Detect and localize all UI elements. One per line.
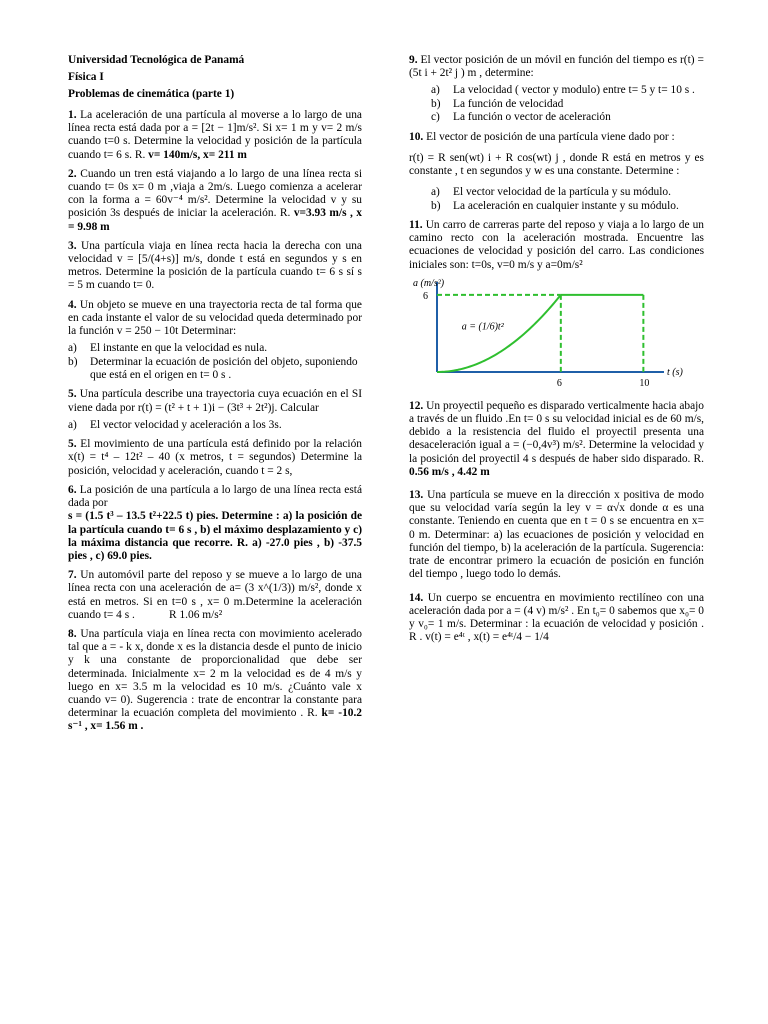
problem-5b: 5. El movimiento de una partícula está definido por la relación x(t) = t⁴ – 12t² – 40 (x metros, t = segundos) Determine la posición, velocidad y aceleración, cuando t = 2 s, — [68, 438, 362, 477]
x-tick-label: 10 — [639, 377, 650, 389]
list-item: c) La función o vector de aceleración — [431, 111, 611, 124]
curve-annotation: a = (1/6)t² — [461, 321, 504, 333]
problem-7: 7. Un automóvil parte del reposo y se mueve a lo largo de una línea recta con una aceleración de a= (3 x^(1/3)) m/s², donde x está en metros. Si en t=0 s , x= 0 m.Determine la aceleración cuando t= 4 s . R 1.06 m/s² — [68, 569, 362, 621]
problem-11: 11. Un carro de carreras parte del reposo y viaja a lo largo de un camino recto con la aceleración mostrada. Encuentre las ecuaciones de velocidad y posición del carro. Las condiciones iniciales son: t=0s, v=0 m/s y a=0m/s² — [409, 219, 704, 271]
x-tick-label: 6 — [556, 377, 562, 389]
y-tick-label: 6 — [423, 290, 428, 302]
problem-2: 2. Cuando un tren está viajando a lo largo de una línea recta si cuando t= 0s x= 0 m ,viaja a 2m/s. Luego comienza a acelerar con la forma a = 60v⁻⁴ m/s². Determine la velocidad v y su posición 3s después de iniciar la aceleración. R. v=3.93 m/s , x = 9.98 m — [68, 167, 362, 233]
list-item: a) La velocidad ( vector y modulo) entre t= 5 y t= 10 s . — [431, 84, 695, 97]
left-column — [68, 52, 362, 734]
problem-12: 12. Un proyectil pequeño es disparado verticalmente hacia abajo a través de un fluido .En t= 0 s su velocidad inicial es de 60 m/s, debido a la resistencia del fluido el proyectil presenta una desaceleración igual a = (−0,4v³) m/s². Determine la velocidad y la posición del proyectil 4 s después de haber sido disparado. R. 0.56 m/s , 4.42 m — [409, 399, 704, 478]
problem-8: 8. Una partícula viaja en línea recta con movimiento acelerado tal que a = - k x, donde x es la distancia desde el punto de inicio y k una constante de proporcionalidad que debe ser determinada. Inicialmente x= 2 m la velocidad es de 4 m/s y luego en x= 3.5 m la velocidad es 10 m/s. ¿Cuánto vale x cuando v= 0). Sugerencia : trate de encontrar la constante para determinar la ecuación completa del movimiento . R. k= -10.2 s⁻¹ , x= 1.56 m . — [68, 627, 362, 733]
acceleration-chart-svg — [409, 276, 683, 394]
list-item: b) Determinar la ecuación de posición del objeto, suponiendo que está en el origen en t= 0 s . — [68, 355, 358, 382]
problem-9-items — [409, 84, 704, 124]
problem-6-equation: s = (1.5 t³ – 13.5 t²+22.5 t) pies. Determine : a) la posición de la partícula cuando t= 6 s , b) el máximo desplazamiento y c) la máxima distancia que recorre. R. a) -27.0 pies , b) -37.5 pies , c) 69.0 pies. — [68, 510, 362, 562]
course-name: Física I — [68, 71, 104, 83]
problem-4-items — [68, 342, 362, 382]
problem-10: 10. El vector de posición de una partícula viene dado por : — [409, 130, 675, 143]
right-column — [409, 52, 704, 644]
problem-9: 9. El vector posición de un móvil en función del tiempo es r(t) = (5t i + 2t² j ) m , determine: — [409, 54, 704, 80]
problem-13: 13. Una partícula se mueve en la dirección x positiva de modo que su velocidad varía según la ley v = α√x donde α es una constante. Teniendo en cuenta que en t = 0 s se encuentra en x= 0 m. Determinar: a) las ecuaciones de posición y velocidad en función del tiempo, b) la aceleración de la partícula. Sugerencia: trate de encontrar primero la ecuación de posición en función del tiempo , luego todo lo demás. — [409, 489, 704, 581]
university-name: Universidad Tecnológica de Panamá — [68, 54, 245, 66]
y-axis-label: a (m/s²) — [413, 277, 445, 289]
list-item: a) El instante en que la velocidad es nula. — [68, 342, 268, 355]
list-item: b) La función de velocidad — [431, 97, 564, 110]
list-item: a) El vector velocidad de la partícula y su módulo. — [431, 186, 671, 199]
problem-10-equation: r(t) = R sen(wt) i + R cos(wt) j , donde R está en metros y es constante , t en segundos y w es una constante. Determine : — [409, 151, 704, 178]
problem-10-items — [409, 186, 704, 213]
document-subtitle: Problemas de cinemática (parte 1) — [68, 88, 235, 100]
problem-5-items — [68, 419, 362, 432]
acceleration-chart — [409, 276, 704, 394]
x-axis-label: t (s) — [667, 366, 683, 378]
problem-3: 3. Una partícula viaja en línea recta hacia la derecha con una velocidad v = [5/(4+s)] m/s, donde t está en segundos y s en metros. Determine la posición de la partícula cuando t= 6 s sí s = 5 m cuando t= 0. — [68, 239, 362, 292]
list-item: a) El vector velocidad y aceleración a los 3s. — [68, 418, 282, 431]
problem-5: 5. Una partícula describe una trayectoria cuya ecuación en el SI viene dada por r(t) = (t² + t + 1)i − (3t³ + 2t²)j. Calcular — [68, 388, 362, 414]
problem-4: 4. Un objeto se mueve en una trayectoria recta de tal forma que en cada instante el valor de su velocidad queda determinado por la función v = 250 − 10t Determinar: — [68, 298, 362, 338]
list-item: b) La aceleración en cualquier instante y su módulo. — [431, 199, 679, 212]
problem-6: 6. La posición de una partícula a lo largo de una línea recta está dada por — [68, 483, 362, 510]
series-line-parabola — [437, 295, 561, 372]
problem-1: 1. La aceleración de una partícula al moverse a lo largo de una línea recta está dada por a = [2t − 1]m/s². Si x= 1 m y v= 2 m/s cuando t=0 s. Determine la velocidad y posición de la partícula cuando t= 6 s. R. v= 140m/s, x= 211 m — [68, 109, 362, 161]
problem-14: 14. Un cuerpo se encuentra en movimiento rectilíneo con una aceleración dada por a = (4 v) m/s² . En t₀= 0 sabemos que x₀= 0 y v₀= 1 m/s. Determinar : la ecuación de velocidad y posición . R . v(t) = e⁴ᵗ , x(t) = e⁴ᵗ/4 − 1/4 — [409, 591, 704, 644]
